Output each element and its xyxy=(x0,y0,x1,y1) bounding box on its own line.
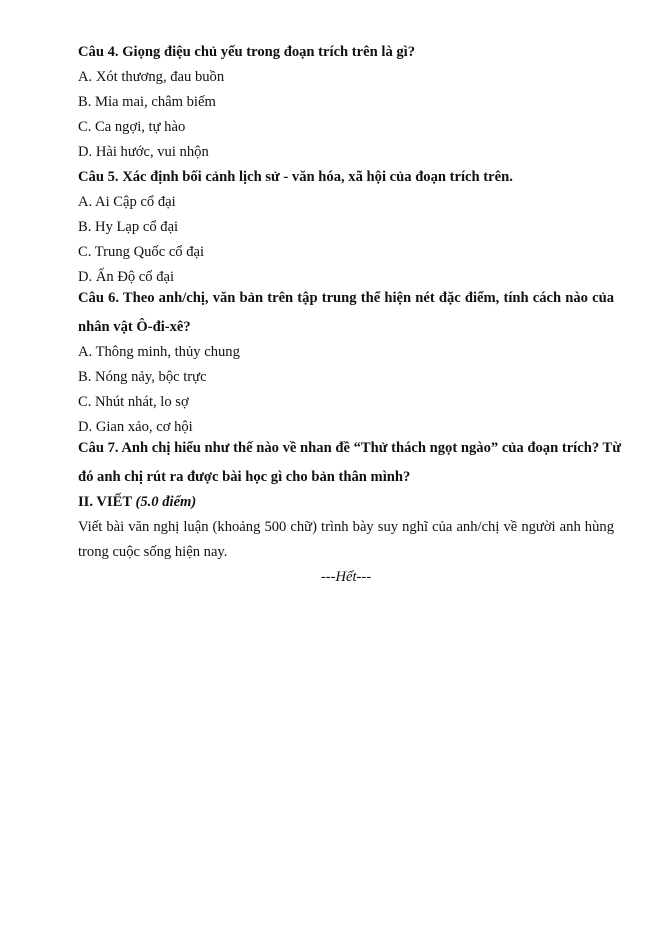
question-7 xyxy=(78,440,621,490)
question-5-option-a: A. Ai Cập cổ đại xyxy=(78,194,176,210)
question-6-prompt-line-2: nhân vật Ô-đi-xê? xyxy=(78,319,191,335)
essay-prompt-line-1: Viết bài văn nghị luận (khoảng 500 chữ) trình bày suy nghĩ của anh/chị về người anh hùng xyxy=(78,519,614,535)
section-title: II. VIẾT xyxy=(78,494,136,510)
question-4-option-b: B. Mỉa mai, châm biếm xyxy=(78,94,216,110)
question-5 xyxy=(78,165,614,290)
question-4 xyxy=(78,40,614,165)
question-6-option-a: A. Thông minh, thủy chung xyxy=(78,344,240,360)
question-7-prompt-line-2: đó anh chị rút ra được bài học gì cho bản thân mình? xyxy=(78,469,411,485)
question-5-prompt: Câu 5. Xác định bối cảnh lịch sử - văn hóa, xã hội của đoạn trích trên. xyxy=(78,169,513,185)
section-heading xyxy=(78,490,614,515)
question-6-option-d: D. Gian xảo, cơ hội xyxy=(78,419,193,435)
essay-prompt-line-2: trong cuộc sống hiện nay. xyxy=(78,544,228,560)
question-6 xyxy=(78,290,614,440)
end-mark: ---Hết--- xyxy=(320,569,372,585)
question-6-prompt-line-1: Câu 6. Theo anh/chị, văn bản trên tập trung thể hiện nét đặc điểm, tính cách nào của xyxy=(78,290,614,306)
question-7-prompt-line-1: Câu 7. Anh chị hiểu như thế nào về nhan đề “Thử thách ngọt ngào” của đoạn trích? Từ xyxy=(78,440,621,456)
question-5-option-c: C. Trung Quốc cổ đại xyxy=(78,244,205,260)
question-6-option-c: C. Nhút nhát, lo sợ xyxy=(78,394,189,410)
question-4-option-a: A. Xót thương, đau buồn xyxy=(78,69,225,85)
question-5-option-d: D. Ấn Độ cổ đại xyxy=(78,269,175,285)
question-4-option-c: C. Ca ngợi, tự hào xyxy=(78,119,186,135)
exam-page xyxy=(78,40,621,590)
section-points: (5.0 điểm) xyxy=(135,494,197,510)
question-4-prompt: Câu 4. Giọng điệu chủ yếu trong đoạn trích trên là gì? xyxy=(78,44,416,60)
essay-prompt xyxy=(78,515,614,565)
question-6-option-b: B. Nóng nảy, bộc trực xyxy=(78,369,207,385)
question-4-option-d: D. Hài hước, vui nhộn xyxy=(78,144,209,160)
question-5-option-b: B. Hy Lạp cổ đại xyxy=(78,219,179,235)
